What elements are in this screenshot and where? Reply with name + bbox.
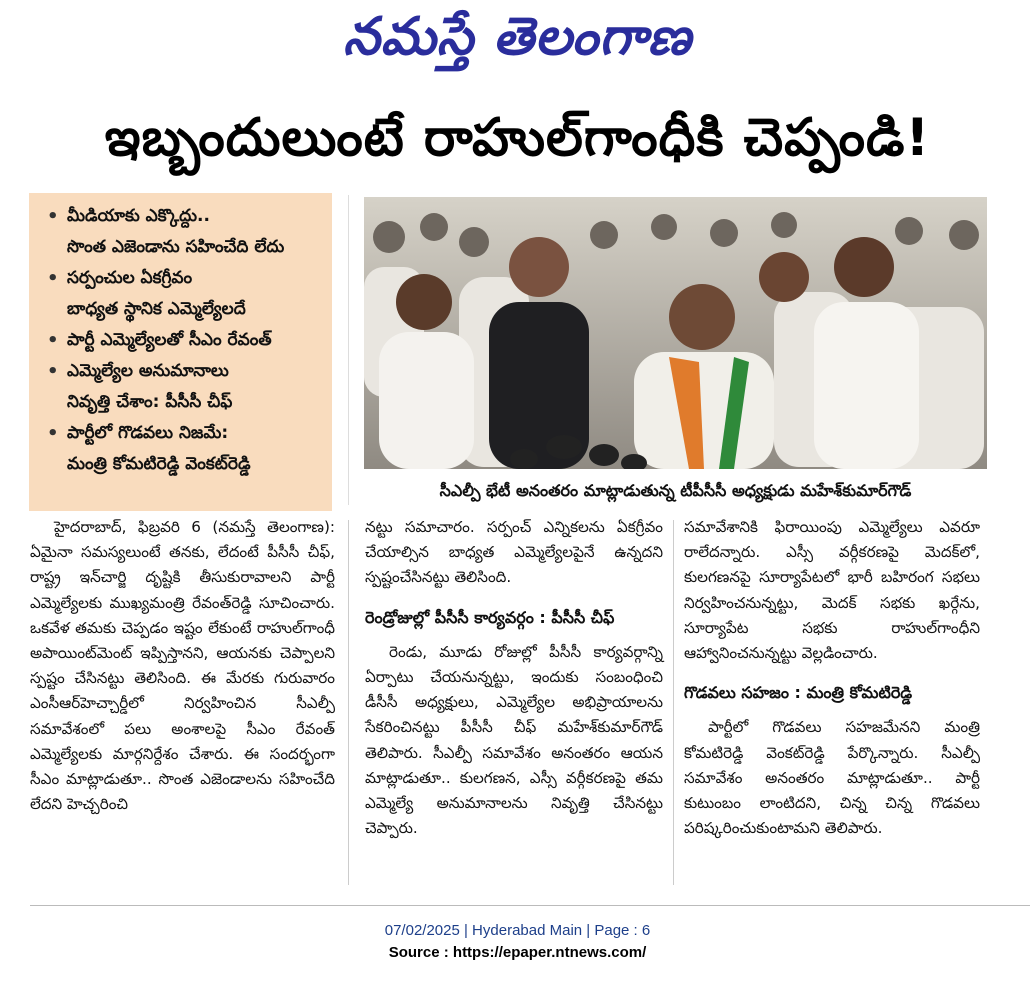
footer-divider: [30, 905, 1030, 906]
body-paragraph: సమావేశానికి ఫిరాయింపు ఎమ్మెల్యేలు ఎవరూ రాలేదన్నారు. ఎస్సీ వర్గీకరణపై మెదక్‌లో, కులగణనపై సూర్యాపేటలో భారీ బహిరంగ సభలు నిర్వహించనున్నట్టు, మెదక్‌ సభకు ఖర్గేను, సూర్యాపేట సభకు రాహుల్‌గాంధీని ఆహ్వానించనున్నట్టు వెల్లడించారు.: [684, 518, 980, 663]
page-footer: [0, 920, 1035, 964]
photo-caption: సీఎల్పీ భేటీ అనంతరం మాట్లాడుతున్న టీపీసీసీ అధ్యక్షుడు మహేశ్‌కుమార్‌గౌడ్: [439, 481, 912, 500]
highlight-text: మంత్రి కోమటిరెడ్డి వెంకట్‌రెడ్డి: [67, 454, 251, 474]
highlight-text: సర్పంచుల ఏకగ్రీవం: [67, 268, 193, 288]
highlight-item: [43, 418, 322, 480]
column-divider: [348, 195, 349, 505]
highlight-text: పార్టీ ఎమ్మెల్యేలతో సీఎం రేవంత్: [67, 330, 272, 350]
body-paragraph: పార్టీలో గొడవలు సహజమేనని మంత్రి కోమటిరెడ్డి వెంకట్‌రెడ్డి పేర్కొన్నారు. సీఎల్పీ సమావేశం అనంతరం మాట్లాడుతూ.. పార్టీ కుటుంబం లాంటిదని, చిన్న చిన్న గొడవలు పరిష్కరించుకుంటామని తెలిపారు.: [684, 718, 980, 838]
bullet-icon: •: [47, 268, 59, 289]
article-column-3: [684, 515, 980, 841]
highlight-text: ఎమ్మెల్యేల అనుమానాలు: [67, 361, 229, 381]
highlight-text: మీడియాకు ఎక్కొద్దు..: [67, 206, 210, 226]
bullet-icon: •: [47, 423, 59, 444]
highlight-item: [43, 263, 322, 325]
subheading: గొడవలు సహజం : మంత్రి కోమటిరెడ్డి: [684, 683, 913, 703]
body-paragraph: నట్టు సమాచారం. సర్పంచ్‌ ఎన్నికలను ఏకగ్రీవం చేయాల్సిన బాధ్యత ఎమ్మెల్యేలపైనే ఉన్నదని స్పష్టంచేసినట్టు తెలిసింది.: [365, 518, 663, 587]
article-column-1: [30, 515, 335, 817]
highlight-text: నివృత్తి చేశాం: పీసీసీ చీఫ్: [67, 392, 233, 412]
highlights-box: [29, 193, 332, 511]
bullet-icon: •: [47, 330, 59, 351]
source-link[interactable]: Source : https://epaper.ntnews.com/: [388, 944, 647, 961]
highlight-item: [43, 356, 322, 418]
article-column-2: [365, 515, 663, 841]
highlight-text: పార్టీలో గొడవలు నిజమే:: [67, 423, 229, 443]
column-divider: [673, 520, 674, 885]
column-divider: [348, 520, 349, 885]
article-headline: ఇబ్బందులుంటే రాహుల్‌గాంధీకి చెప్పండి!: [104, 108, 931, 168]
bullet-icon: •: [47, 361, 59, 382]
highlight-text: సొంత ఎజెండాను సహించేది లేదు: [67, 237, 285, 257]
highlight-text: బాధ్యత స్థానిక ఎమ్మెల్యేలదే: [67, 299, 246, 319]
press-meet-photo: [364, 197, 987, 469]
highlights-list: [43, 201, 322, 480]
highlight-item: [43, 325, 322, 356]
highlight-item: [43, 201, 322, 263]
body-paragraph: రెండు, మూడు రోజుల్లో పీసీసీ కార్యవర్గాన్ని ఏర్పాటు చేయనున్నట్టు, ఇందుకు సంబంధించి డీసీసీ అధ్యక్షులు, ఎమ్మెల్యేల అభిప్రాయాలను సేకరించినట్టు పీసీసీ చీఫ్‌ మహేశ్‌కుమార్‌గౌడ్‌ తెలిపారు. సీఎల్పీ సమావేశం అనంతరం ఆయన మాట్లాడుతూ.. కులగణన, ఎస్సీ వర్గీకరణపై తమ ఎమ్మెల్యే అనుమానాలను నివృత్తి చేసినట్టు చెప్పారు.: [365, 642, 663, 838]
body-paragraph: హైదరాబాద్‌, ఫిబ్రవరి 6 (నమస్తే తెలంగాణ): ఏమైనా సమస్యలుంటే తనకు, లేదంటే పీసీసీ చీఫ్‌, రాష్ట్ర ఇన్‌చార్జి దృష్టికి తీసుకురావాలని పార్టీ ఎమ్మెల్యేలకు ముఖ్యమంత్రి రేవంత్‌రెడ్డి సూచించారు. ఒకవేళ తమకు చెప్పడం ఇష్టం లేకుంటే రాహుల్‌గాంధీ అపాయింట్‌మెంట్‌ ఇప్పిస్తానని, ఆయనకు చెప్పాలని స్పష్టం చేసినట్టు తెలిసింది. ఈ మేరకు గురువారం ఎంసీఆర్‌హెచ్చార్డీలో నిర్వహించిన సీఎల్పీ సమావేశంలో పలు అంశాలపై సీఎం రేవంత్‌ ఎమ్మెల్యేలకు మార్గనిర్దేశం చేశారు. ఈ సందర్భంగా సీఎం మాట్లాడుతూ.. సొంత ఎజెండాలను సహించేది లేదని హెచ్చరించి: [30, 518, 335, 814]
bullet-icon: •: [47, 206, 59, 227]
newspaper-masthead: నమస్తే తెలంగాణ: [343, 6, 692, 67]
edition-info: 07/02/2025 | Hyderabad Main | Page : 6: [384, 922, 651, 939]
subheading: రెండ్రోజుల్లో పీసీసీ కార్యవర్గం : పీసీసీ చీఫ్‌: [365, 607, 615, 627]
news-photo: [364, 197, 987, 469]
